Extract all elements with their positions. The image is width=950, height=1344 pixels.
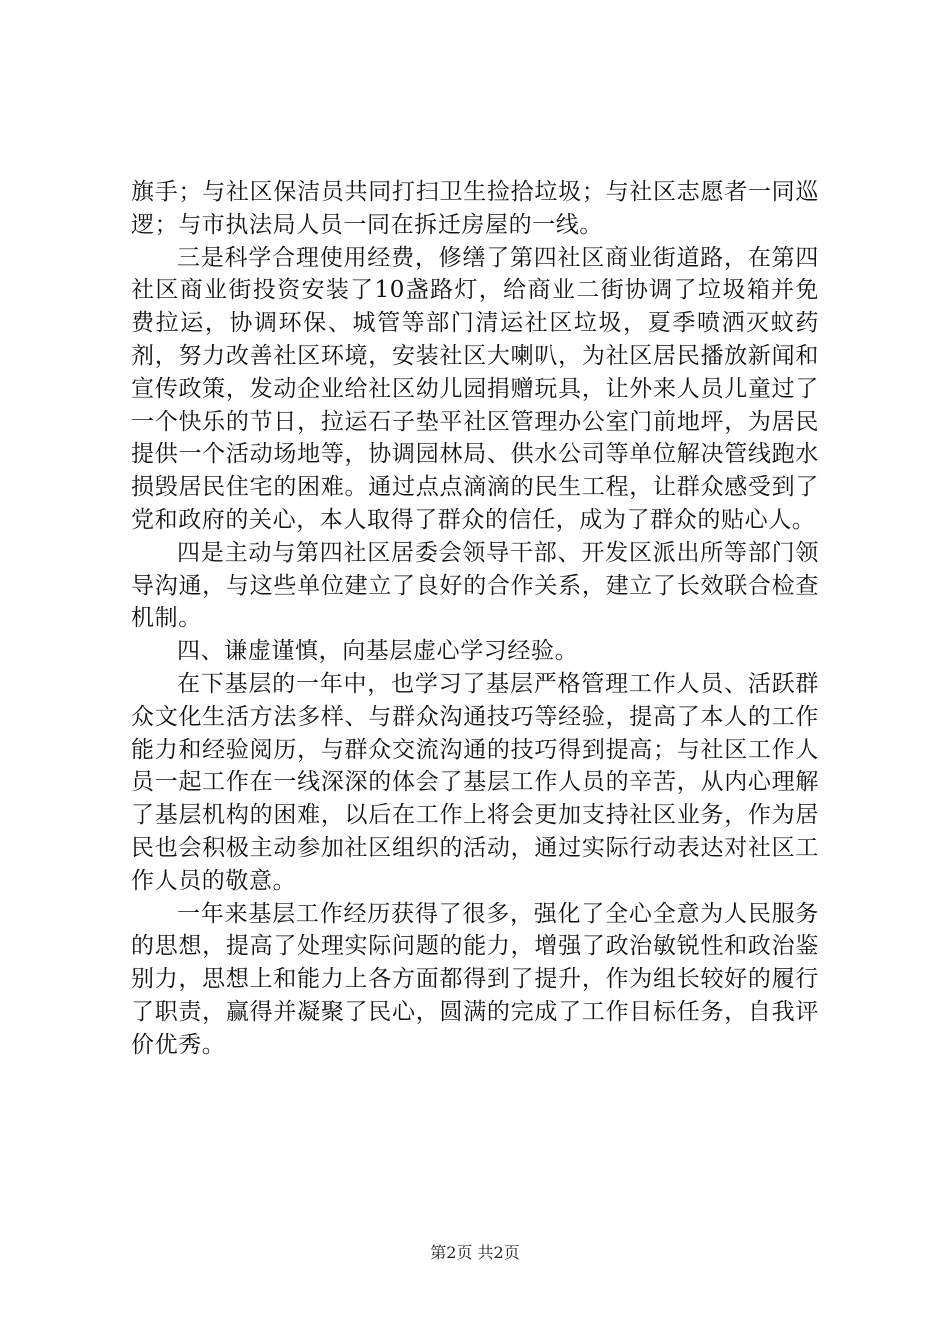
section-heading-4: 四、谦虚谨慎，向基层虚心学习经验。 — [177, 638, 579, 665]
paragraph-learning: 在下基层的一年中，也学习了基层严格管理工作人员、活跃群众文化生活方法多样、与群众沟通技巧等经验，提高了本人的工作能力和经验阅历，与群众交流沟通的技巧得到提高；与社区工作人员一起工作在一线深深的体会了基层工作人员的辛苦，从内心理解了基层机构的困难，以后在工作上将会更加支持社区业务，作为居民也会积极主动参加社区组织的活动，通过实际行动表达对社区工作人员的敬意。 — [131, 670, 819, 894]
paragraph-item-4: 四是主动与第四社区居委会领导干部、开发区派出所等部门领导沟通，与这些单位建立了良好的合作关系，建立了长效联合检查机制。 — [131, 539, 819, 632]
page-number-footer: 第2页 共2页 — [430, 1243, 520, 1262]
document-body — [131, 176, 819, 1062]
paragraph-summary: 一年来基层工作经历获得了很多，强化了全心全意为人民服务的思想，提高了处理实际问题的能力，增强了政治敏锐性和政治鉴别力，思想上和能力上各方面都得到了提升，作为组长较好的履行了职责，赢得并凝聚了民心，圆满的完成了工作目标任务，自我评价优秀。 — [131, 900, 819, 1058]
paragraph-continuation: 旗手；与社区保洁员共同打扫卫生捡拾垃圾；与社区志愿者一同巡逻；与市执法局人员一同在拆迁房屋的一线。 — [131, 179, 819, 238]
paragraph-item-3: 三是科学合理使用经费，修缮了第四社区商业街道路，在第四社区商业街投资安装了10盏路灯，给商业二街协调了垃圾箱并免费拉运，协调环保、城管等部门清运社区垃圾，夏季喷洒灭蚊药剂，努力改善社区环境，安装社区大喇叭，为社区居民播放新闻和宣传政策，发动企业给社区幼儿园捐赠玩具，让外来人员儿童过了一个快乐的节日，拉运石子垫平社区管理办公室门前地坪，为居民提供一个活动场地等，协调园林局、供水公司等单位解决管线跑水损毁居民住宅的困难。通过点点滴滴的民生工程，让群众感受到了党和政府的关心，本人取得了群众的信任，成为了群众的贴心人。 — [131, 244, 819, 533]
